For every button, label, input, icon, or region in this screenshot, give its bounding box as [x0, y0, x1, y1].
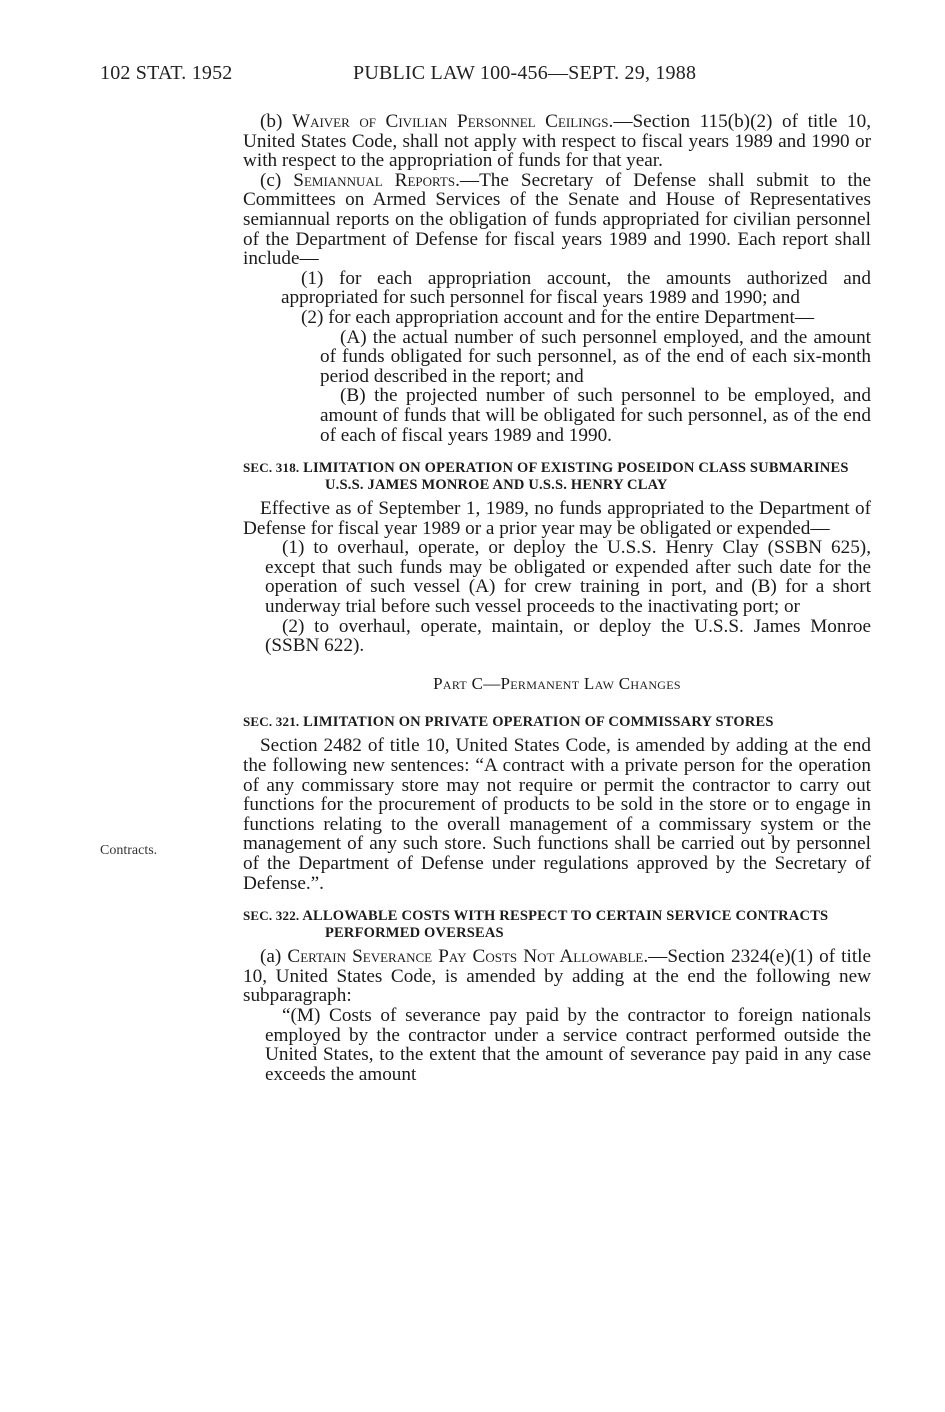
sec-318-title: LIMITATION ON OPERATION OF EXISTING POSEIDON CLASS SUBMARINES U.S.S. JAMES MONROE AND U.S.S. HENRY CLAY — [303, 460, 849, 494]
sec-322-subsection-a — [243, 947, 871, 1006]
sec-322-title: ALLOWABLE COSTS WITH RESPECT TO CERTAIN SERVICE CONTRACTS PERFORMED OVERSEAS — [302, 908, 829, 942]
sec-318-number: SEC. 318. — [243, 460, 300, 476]
subsection-c-label: (c) — [260, 169, 294, 191]
sec-322-quote-m: “(M) Costs of severance pay paid by the contractor to foreign nationals employed by the contractor under a service contract performed outside the United States, to the extent that the amount of severance pay paid in any case exceeds the amount — [265, 1004, 871, 1085]
sec-318-para-2: (2) to overhaul, operate, maintain, or deploy the U.S.S. James Monroe (SSBN 622). — [265, 615, 871, 657]
sec-322-sub-a-text: —Section 2324(e)(1) of title 10, United States Code, is amended by adding at the end the following new subparagraph: — [243, 946, 872, 1007]
subsection-c-text: —The Secretary of Defense shall submit to the Committees on Armed Services of the Senate and House of Representatives semiannual reports on the obligation of funds appropriated for civilian personnel of the Department of Defense for fiscal years 1989 and 1990. Each report shall include— — [243, 169, 871, 270]
sec-318-heading — [243, 459, 871, 494]
subsection-c — [243, 171, 871, 269]
margin-note-contracts: Contracts. — [100, 843, 158, 858]
sec-321-title: LIMITATION ON PRIVATE OPERATION OF COMMISSARY STORES — [303, 714, 774, 731]
subsection-b-heading: Waiver of Civilian Personnel Ceilings. — [291, 111, 614, 132]
subsection-b-text: —Section 115(b)(2) of title 10, United States Code, shall not apply with respect to fiscal years 1989 and 1990 or with respect to the appropriation of funds for that year. — [243, 111, 871, 172]
law-title: PUBLIC LAW 100-456—SEPT. 29, 1988 — [353, 62, 697, 84]
subsection-c-para-2: (2) for each appropriation account and for the entire Department— — [301, 306, 815, 328]
subsection-c-heading: Semiannual Reports. — [293, 169, 460, 191]
subsection-b — [243, 112, 871, 171]
subsection-b-label: (b) — [260, 111, 292, 132]
subsection-c-para-2b: (B) the projected number of such personnel to be employed, and amount of funds that will be obligated for such personnel, as of the end of each of fiscal years 1989 and 1990. — [320, 385, 871, 446]
sec-322-number: SEC. 322. — [243, 908, 300, 924]
sec-322-sub-a-heading: Certain Severance Pay Costs Not Allowable. — [287, 946, 649, 968]
part-c-heading: Part C—Permanent Law Changes — [433, 673, 681, 693]
sec-322-heading — [243, 907, 871, 942]
sec-318-para-1: (1) to overhaul, operate, or deploy the U.S.S. Henry Clay (SSBN 625), except that such funds may be obligated or expended after such date for the operation of such vessel (A) for crew training in port, and (B) for a short underway trial before such vessel proceeds to the inactivating port; or — [265, 537, 871, 618]
sec-322-sub-a-label: (a) — [260, 946, 288, 968]
sec-321-number: SEC. 321. — [243, 714, 300, 730]
sec-318-intro: Effective as of September 1, 1989, no funds appropriated to the Department of Defense for fiscal year 1989 or a prior year may be obligated or expended— — [243, 498, 871, 539]
stat-page-number: 102 STAT. 1952 — [100, 62, 233, 84]
subsection-c-para-2a: (A) the actual number of such personnel employed, and the amount of funds obligated for such personnel, as of the end of each six-month period described in the report; and — [320, 326, 871, 387]
document-body — [243, 112, 871, 1084]
subsection-c-para-1: (1) for each appropriation account, the amounts authorized and appropriated for such personnel for fiscal years 1989 and 1990; and — [281, 267, 871, 309]
sec-321-heading — [243, 713, 871, 731]
sec-321-text: Section 2482 of title 10, United States Code, is amended by adding at the end the following new sentences: “A contract with a private person for the operation of any commissary store may not require or permit the contractor to carry out functions for the procurement of products to be sold in the store or to engage in functions relating to the overall management of a commissary system or the management of any such store. Such functions shall be carried out by personnel of the Department of Defense under regulations approved by the Secretary of Defense.”. — [243, 735, 871, 894]
